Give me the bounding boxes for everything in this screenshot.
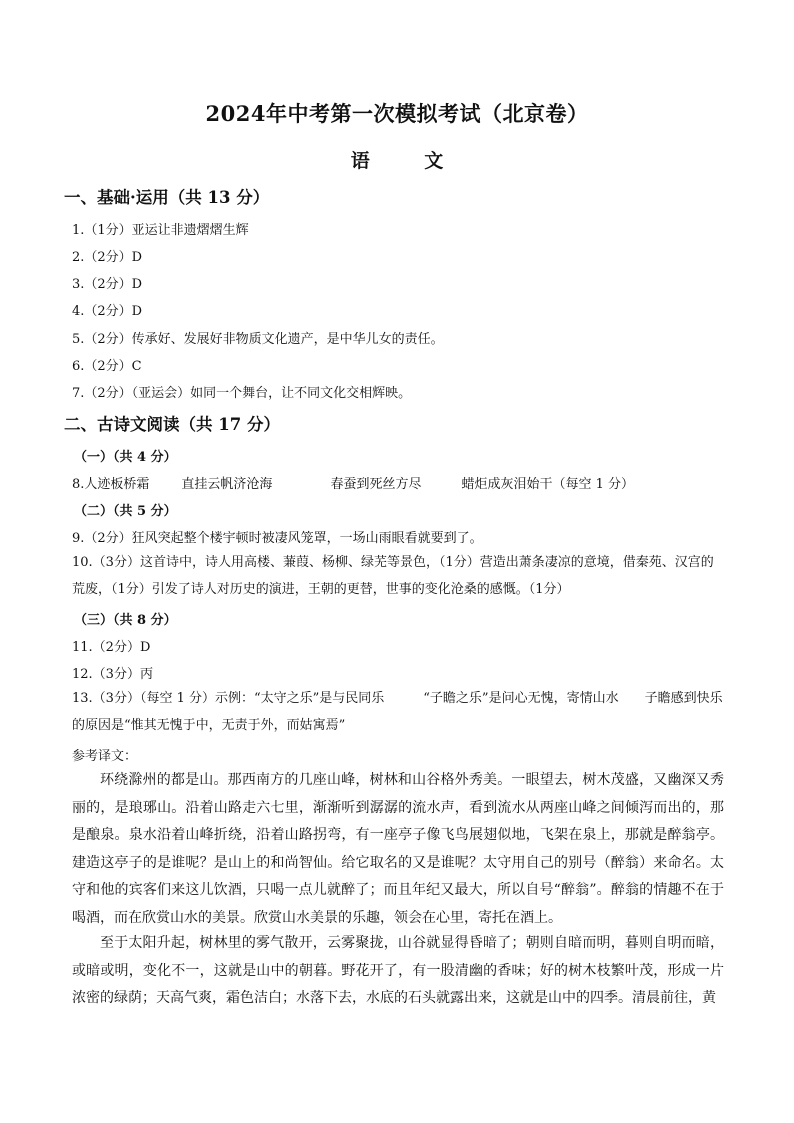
answer-13: 13.（3分）（每空 1 分）示例：“太守之乐”是与民同乐 “子瞻之乐”是问心无愧，寄情山水 子瞻感到快乐的原因是“惟其无愧于中，无责于外，而姑寓焉” [72, 691, 723, 733]
answer-8-blank-1: 人迹板桥霜 [84, 477, 150, 492]
answer-9: 9.（2分）狂风突起整个楼宇顿时被凄风笼罩，一场山雨眼看就要到了。 [72, 531, 483, 546]
answer-8-number: 8. [72, 477, 85, 492]
answer-11: 11.（2分）D [72, 640, 151, 655]
answer-7: 7.（2分）（亚运会）如同一个舞台，让不同文化交相辉映。 [72, 386, 412, 401]
answer-5: 5.（2分）传承好、发展好非物质文化遗产，是中华儿女的责任。 [72, 332, 444, 347]
translation-paragraph-1: 环绕滁州的都是山。那西南方的几座山峰，树林和山谷格外秀美。一眼望去，树木茂盛，又幽深又秀丽的，是琅琊山。沿着山路走六七里，渐渐听到潺潺的流水声，看到流水从两座山峰之间倾泻而出的，那是酿泉。泉水沿着山峰折绕，沿着山路拐弯，有一座亭子像飞鸟展翅似地，飞架在泉上，那就是醉翁亭。建造这亭子的是谁呢？是山上的和尚智仙。给它取名的又是谁呢？太守用自己的别号（醉翁）来命名。太守和他的宾客们来这儿饮酒，只喝一点儿就醉了；而且年纪又最大，所以自号“醉翁”。醉翁的情趣不在于喝酒，而在欣赏山水的美景。欣赏山水美景的乐趣，领会在心里，寄托在酒上。 [72, 772, 724, 926]
answer-4: 4.（2分）D [72, 304, 143, 319]
answer-8-blank-3: 春蚕到死丝方尽 [330, 477, 422, 492]
answer-12: 12.（3分）丙 [72, 667, 153, 682]
answer-10: 10.（3分）这首诗中，诗人用高楼、蒹葭、杨柳、绿芜等景色，（1分）营造出萧条凄凉的意境，借秦苑、汉宫的荒废，（1分）引发了诗人对历史的演进，王朝的更替，世事的变化沧桑的感慨。（1分） [72, 555, 714, 597]
answer-8-blank-4: 蜡炬成灰泪始干（每空 1 分） [461, 477, 634, 492]
section-2-heading: 二、古诗文阅读（共 17 分） [64, 415, 280, 434]
translation-label: 参考译文： [72, 749, 138, 764]
section-1-heading: 一、基础·运用（共 13 分） [64, 188, 270, 207]
subject-title: 语 文 [350, 150, 468, 172]
page-title: 2024年中考第一次模拟考试（北京卷） [205, 101, 589, 126]
answer-6: 6.（2分）C [72, 359, 142, 374]
part-3-label: （三）（共 8 分） [74, 613, 177, 628]
answer-2: 2.（2分）D [72, 250, 143, 265]
translation-paragraph-2: 至于太阳升起，树林里的雾气散开，云雾聚拢，山谷就显得昏暗了；朝则自暗而明，暮则自明而暗，或暗或明，变化不一，这就是山中的朝暮。野花开了，有一股清幽的香味；好的树木枝繁叶茂，形成一片浓密的绿荫；天高气爽，霜色洁白；水落下去，水底的石头就露出来，这就是山中的四季。清晨前往，黄 [72, 935, 724, 1006]
part-1-label: （一）（共 4 分） [74, 450, 177, 465]
answer-8 [72, 473, 634, 492]
answer-3: 3.（2分）D [72, 277, 143, 292]
answer-8-blank-2: 直挂云帆济沧海 [181, 477, 273, 492]
answer-1: 1.（1分）亚运让非遗熠熠生辉 [72, 223, 249, 238]
part-2-label: （二）（共 5 分） [74, 504, 177, 519]
